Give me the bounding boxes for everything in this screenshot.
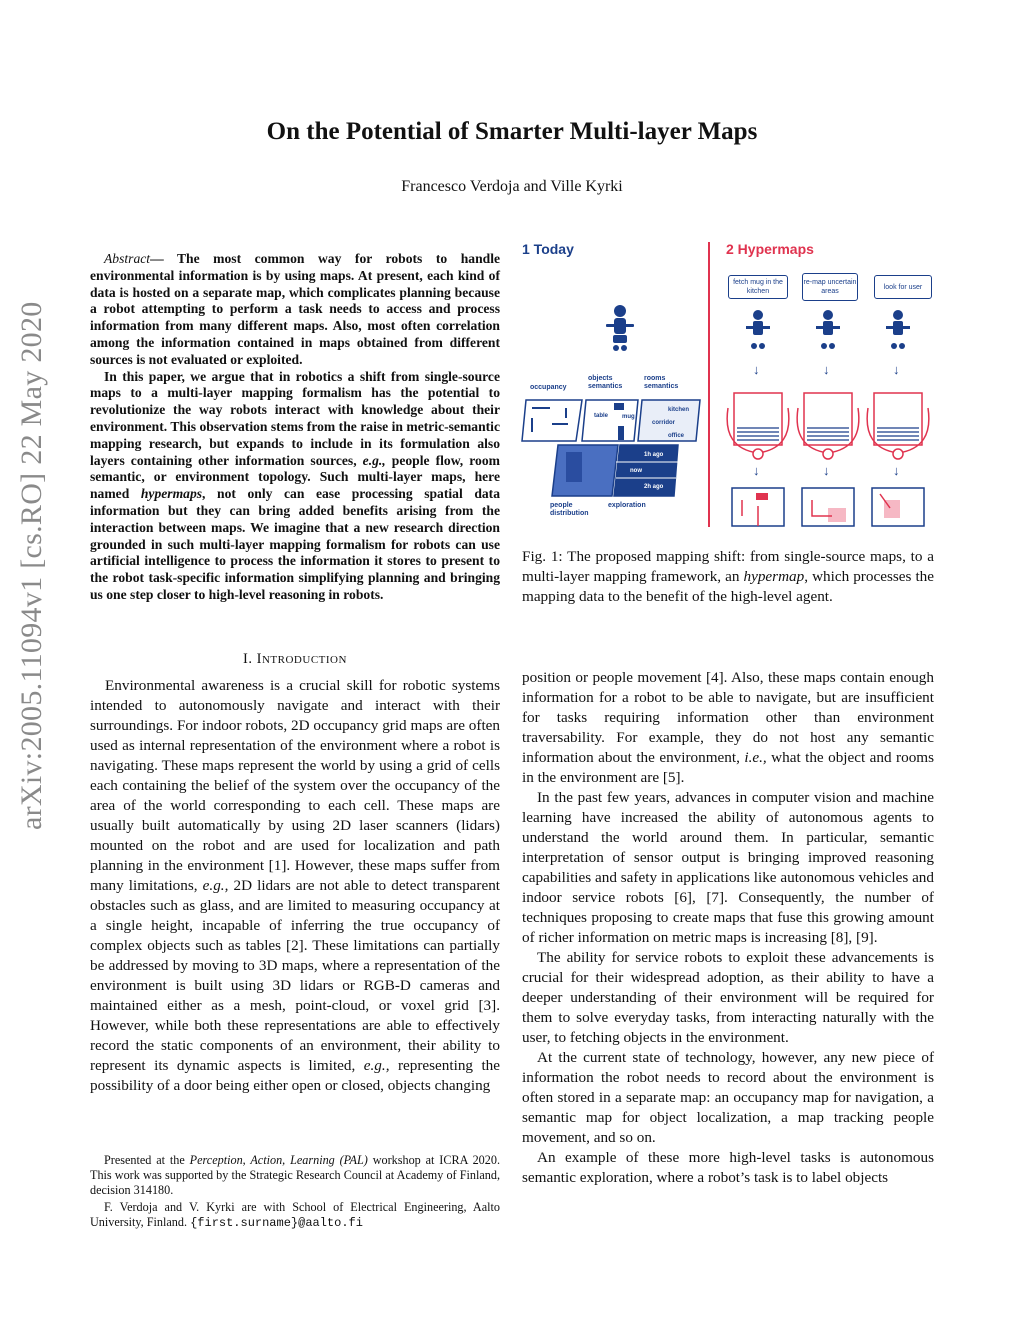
people-density — [566, 452, 582, 482]
intro-eg-2: e.g., — [363, 1057, 390, 1074]
right-paragraph-2: In the past few years, advances in computer vision and machine learning have increased the ability of autonomous agents to understand the world around them. In particular, semantic interpretation of sensor output is bringing improved reasoning capabilities and safety in applications like autonomous vehicles and indoor service robots [6], [7]. Consequently, the number of techniques proposing to create maps that fuse this growing amount of richer information on metric maps is increasing [8], [9]. — [522, 789, 934, 946]
arxiv-identifier: arXiv:2005.11094v1 [cs.RO] 22 May 2020 — [15, 301, 48, 830]
intro-paragraph-1 — [90, 676, 500, 1096]
abstract-text-1: The most common way for robots to handle environmental information is by using maps. At present, each kind of data is hosted on a separate map, which complicates planning because a robot attempting to perform a task needs to access and process information from many different maps. Also, most often correlation among the information contained in maps obtained from different sources is not evaluated or exploited. — [90, 251, 500, 367]
arrow-down-icon: ↓ — [753, 362, 760, 377]
abstract — [90, 251, 500, 604]
abstract-paragraph-2 — [90, 369, 500, 604]
intro-text-a: Environmental awareness is a crucial skill for robotic systems intended to autonomously navigate and interact with their surroundings. For indoor robots, 2D occupancy grid maps are often used as internal representation of the environment where a robot is navigating. These maps represent the world by using a grid of cells each containing the belief of the system over the occupancy of the area of the world corresponding to each cell. These maps are usually built automatically by using 2D laser scanners (lidars) mounted on the robot and are used for localization and path planning in the environment [1]. However, these maps suffer from many limitations, — [90, 677, 500, 894]
right-paragraph-4: At the current state of technology, however, any new piece of information the robot needs to record about the environment is often stored in a separate map: an occupancy map for navigation, a semantic map for object localization, a map tracking people movement, and so on. — [522, 1049, 934, 1146]
label-mug: mug — [622, 414, 635, 420]
hypermap-column-1 — [727, 310, 789, 526]
abstract-eg: e.g., — [362, 452, 386, 468]
label-rooms-semantics: rooms semantics — [644, 375, 679, 390]
footnote-1 — [90, 1153, 500, 1198]
label-corridor: corridor — [652, 420, 676, 426]
abstract-dash: — — [150, 251, 177, 266]
right-paragraph-1 — [522, 668, 934, 788]
section-title-initial: I — [256, 651, 262, 667]
footnotes — [90, 1153, 500, 1231]
abstract-text-2c: , not only can ease processing spatial data information but they can bring added benefits arising from the interaction between maps. We imagine that a new research direction grounded in such multi-layer mapping formalism for robots can use artificial intelligence to process the information it stores to present to the robot task-specific information simplifying planning and bringing us one step closer to high-level reasoning in robots. — [90, 486, 500, 602]
label-now: now — [630, 468, 642, 474]
right-column-body — [522, 668, 934, 1188]
abstract-text-2b: people flow, room semantic, or environment topology. Such multi-layer maps, here named — [90, 452, 500, 502]
caption-hypermap: hypermap — [743, 568, 805, 585]
label-2h-ago: 2h ago — [644, 484, 664, 490]
arrow-down-icon: ↓ — [823, 463, 830, 478]
right-paragraph-3: The ability for service robots to exploit these advancements is crucial for their widespread adoption, as their ability to have a deeper understanding of their environment will be required for them to solve everyday tasks, from interacting naturally with the user, to fetching objects in the environment. — [522, 949, 934, 1046]
footnote-email: {first.surname}@aalto.fi — [190, 1216, 363, 1230]
footnote-1-text-b: workshop at ICRA 2020. This work was supported by the Strategic Research Council at Academy of Finland, decision 314180. — [90, 1153, 501, 1197]
task-fetch-mug: fetch mug in the kitchen — [728, 275, 788, 299]
footnote-venue: Perception, Action, Learning (PAL) — [189, 1153, 368, 1167]
right-paragraph-5: An example of these more high-level tasks is autonomous semantic exploration, where a robot’s task is to label objects — [522, 1149, 934, 1186]
hypermap-column-3 — [867, 310, 929, 526]
people-layer — [552, 445, 618, 496]
hypermap-column-2 — [797, 310, 859, 526]
arrow-down-icon: ↓ — [823, 362, 830, 377]
paper-authors: Francesco Verdoja and Ville Kyrki — [401, 178, 623, 195]
arrow-down-icon: ↓ — [753, 463, 760, 478]
section-heading-introduction — [90, 651, 500, 668]
map-layer-stack — [522, 400, 700, 496]
mug-marker — [614, 403, 624, 410]
label-objects-semantics: objects semantics — [588, 375, 623, 390]
label-1h-ago: 1h ago — [644, 452, 664, 458]
abstract-hypermaps: hypermaps — [140, 486, 203, 502]
footnote-2 — [90, 1200, 500, 1231]
left-column-body — [90, 676, 500, 1096]
heading-today: 1 Today — [522, 241, 574, 257]
intro-eg-1: e.g., — [202, 877, 229, 894]
task-look-for-user: look for user — [874, 275, 932, 299]
label-people-distribution: people distribution — [550, 502, 589, 517]
abstract-label: Abstract — [104, 251, 151, 266]
right-ie: i.e., — [744, 749, 767, 766]
footnote-2-text: F. Verdoja and V. Kyrki are with School of Electrical Engineering, Aalto University, Finland. — [90, 1200, 500, 1229]
caption-text-a: Fig. 1: The proposed mapping shift: from single-source maps, to a multi-layer mapping framework, an — [522, 548, 934, 585]
right-text-1a: position or people movement [4]. Also, these maps contain enough information for a robot to be able to navigate, but are insufficient for tasks requiring information other than environment traversability. For example, they do not host any semantic information about the environment, — [522, 669, 934, 766]
arrow-down-icon: ↓ — [893, 463, 900, 478]
figure-caption — [522, 547, 934, 607]
abstract-text-2a: In this paper, we argue that in robotics a shift from single-source maps to a multi-layer mapping formalism has the potential to revolutionize the way robots interact with knowledge about their environment. This observation stems from the raise in metric-semantic mapping research, but expands to include in its formulation also layers containing other information sources, — [90, 368, 500, 468]
arrow-down-icon: ↓ — [893, 362, 900, 377]
label-office: office — [668, 433, 685, 439]
section-number: I. — [243, 651, 257, 667]
abstract-paragraph-1 — [90, 251, 500, 369]
robot-icon — [606, 305, 634, 351]
label-table: table — [594, 413, 609, 419]
intro-text-c: representing the possibility of a door being either open or closed, objects changing — [90, 1057, 501, 1094]
section-title-rest: NTRODUCTION — [261, 654, 347, 666]
paper-title: On the Potential of Smarter Multi-layer Maps — [266, 118, 758, 145]
right-text-1b: what the object and rooms in the environment are [5]. — [522, 749, 935, 786]
footnote-1-text-a: Presented at the — [104, 1153, 185, 1167]
caption-text-b: , which processes the mapping data to the benefit of the high-level agent. — [522, 568, 934, 605]
task-remap: re-map uncertain areas — [802, 273, 858, 301]
figure-1 — [518, 238, 938, 533]
object-marker — [618, 426, 624, 440]
label-kitchen: kitchen — [668, 407, 690, 413]
label-exploration: exploration — [608, 502, 646, 509]
label-occupancy: occupancy — [530, 384, 567, 391]
intro-text-b: 2D lidars are not able to detect transparent obstacles such as glass, and are limited to measuring occupancy at a single height, incapable of inferring the true occupancy of complex objects such as tables [2]. These limitations can partially be addressed by moving to 3D maps, where a representation of the environment is built using 3D lidars or RGB-D cameras and maintained either as a mesh, point-cloud, or voxel grid [3]. However, while both these representations are able to effectively record the static components of an environment, their ability to represent its dynamic aspects is limited, — [90, 877, 501, 1074]
heading-hypermaps: 2 Hypermaps — [726, 241, 814, 257]
